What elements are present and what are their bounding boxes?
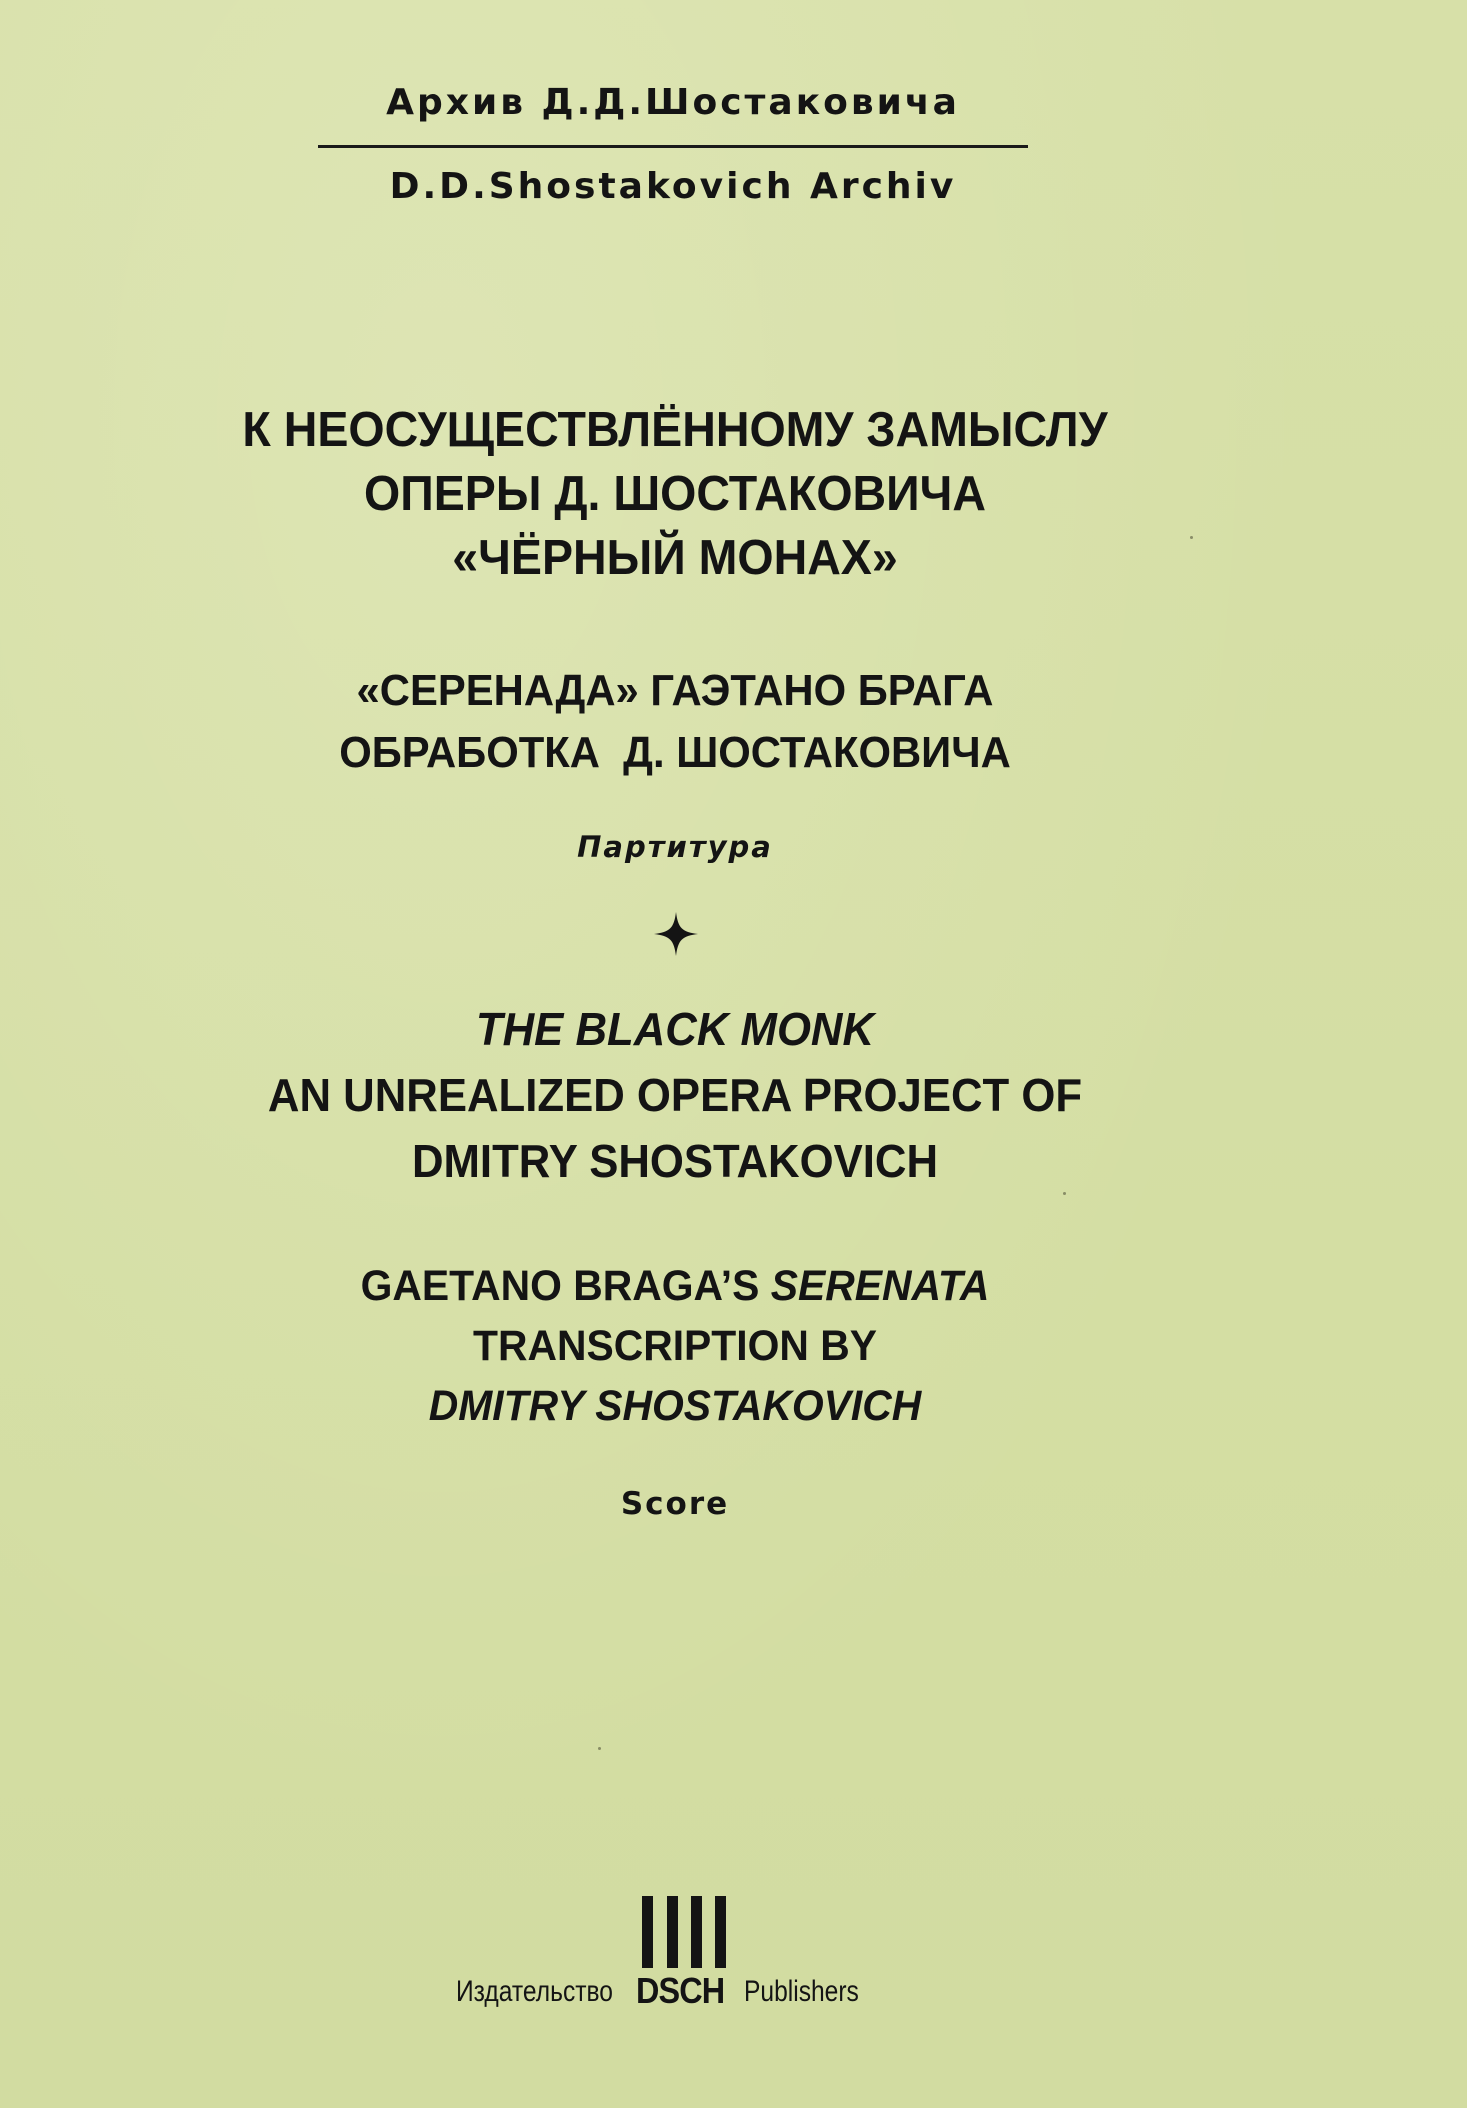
russian-score-label: Партитура — [577, 830, 773, 864]
russian-subtitle-line-2: ОБРАБОТКА Д. ШОСТАКОВИЧА — [339, 728, 1011, 777]
dsch-logo-icon — [638, 1896, 730, 1968]
english-subtitle-work: SERENATA — [770, 1262, 990, 1310]
english-score-label: Score — [620, 1486, 730, 1522]
russian-title-line-2: ОПЕРЫ Д. ШОСТАКОВИЧА — [364, 467, 986, 521]
publisher-ru: Издательство — [456, 1975, 613, 2008]
publisher-brand: DSCH — [636, 1970, 725, 2011]
russian-title-line-3: «ЧЁРНЫЙ МОНАХ» — [452, 531, 898, 585]
archive-name-ru: Архив Д.Д.Шостаковича — [386, 82, 960, 123]
paper-speck — [1190, 536, 1193, 539]
paper-speck — [1063, 1192, 1066, 1195]
russian-subtitle-line-1: «СЕРЕНАДА» ГАЭТАНО БРАГА — [356, 666, 994, 715]
russian-title — [34, 398, 1317, 590]
four-point-star-icon — [652, 910, 700, 958]
publisher-en: Publishers — [744, 1975, 859, 2008]
english-title-line-1: THE BLACK MONK — [475, 1003, 875, 1055]
paper-speck — [598, 1747, 601, 1750]
english-subtitle-line-2: TRANSCRIPTION BY — [473, 1322, 877, 1370]
russian-subtitle — [34, 660, 1317, 784]
english-title-line-3: DMITRY SHOSTAKOVICH — [411, 1135, 939, 1187]
english-title — [34, 996, 1317, 1194]
english-subtitle — [34, 1256, 1317, 1436]
archive-name-en: D.D.Shostakovich Archiv — [389, 166, 957, 207]
russian-title-line-1: К НЕОСУЩЕСТВЛЁННОМУ ЗАМЫСЛУ — [242, 403, 1108, 457]
english-subtitle-composer: GAETANO BRAGA’S — [360, 1262, 771, 1310]
english-subtitle-line-3: DMITRY SHOSTAKOVICH — [428, 1382, 922, 1430]
english-subtitle-line-1 — [34, 1256, 1317, 1316]
english-title-line-2: AN UNREALIZED OPERA PROJECT OF — [267, 1069, 1083, 1121]
archive-divider — [318, 145, 1028, 148]
